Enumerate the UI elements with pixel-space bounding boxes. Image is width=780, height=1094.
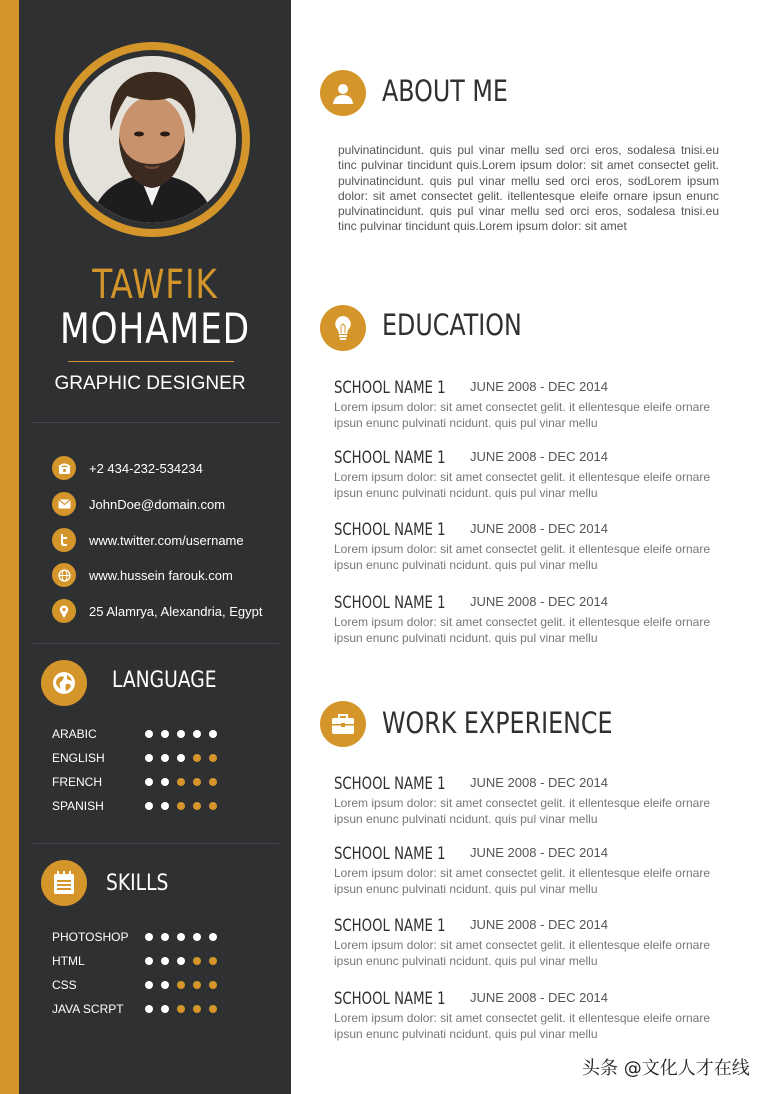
rating-dot-filled [193,730,201,738]
about-heading: ABOUT ME [382,74,508,108]
profile-photo-frame [55,42,250,237]
accent-stripe [0,0,19,1094]
entry-date: JUNE 2008 - DEC 2014 [470,845,609,860]
phone-icon [52,456,76,480]
rating-dot-filled [161,754,169,762]
rating-dot-filled [161,1005,169,1013]
rating-dot-filled [161,981,169,989]
location-pin-icon [52,599,76,623]
rating-dot-filled [161,957,169,965]
watermark: 头条 @文化人才在线 [582,1058,750,1079]
entry-date: JUNE 2008 - DEC 2014 [470,990,609,1005]
rating-dot-filled [145,957,153,965]
education-entry [334,448,719,508]
skill-label: JAVA SCRPT [52,1002,124,1016]
contact-email [52,492,225,516]
language-label: ENGLISH [52,751,105,765]
entry-description: Lorem ipsum dolor: sit amet consectet gelit. it ellentesque eleife ornare ipsun enunc pulvinati ncidunt. quis pul vinar mellu [334,400,710,430]
rating-dot-filled [177,730,185,738]
contact-twitter-text: www.twitter.com/username [89,532,244,548]
first-name: TAWFIK [92,262,218,308]
rating-dot-filled [161,933,169,941]
job-title: GRAPHIC DESIGNER [54,373,246,394]
contact-address-text: 25 Alamrya, Alexandria, Egypt [89,603,263,619]
rating-dot-empty [193,1005,201,1013]
language-row [52,775,232,791]
entry-date: JUNE 2008 - DEC 2014 [470,449,609,464]
rating-dot-empty [209,957,217,965]
entry-school-name: SCHOOL NAME 1 [334,989,446,1009]
entry-school-name: SCHOOL NAME 1 [334,448,446,468]
entry-description: Lorem ipsum dolor: sit amet consectet gelit. it ellentesque eleife ornare ipsun enunc pulvinati ncidunt. quis pul vinar mellu [334,938,710,968]
rating-dot-empty [209,1005,217,1013]
entry-school-name: SCHOOL NAME 1 [334,916,446,936]
education-lightbulb-icon [320,305,366,351]
rating-dot-empty [193,802,201,810]
rating-dot-filled [161,730,169,738]
rating-dot-empty [209,754,217,762]
work-entry [334,844,719,904]
skill-row [52,930,232,946]
skill-row [52,954,232,970]
rating-dot-filled [177,754,185,762]
rating-dot-empty [177,981,185,989]
language-row [52,751,232,767]
email-icon [52,492,76,516]
rating-dot-empty [193,754,201,762]
rating-dot-empty [193,981,201,989]
language-globe-icon [41,660,87,706]
entry-school-name: SCHOOL NAME 1 [334,593,446,613]
language-row [52,727,232,743]
entry-description: Lorem ipsum dolor: sit amet consectet gelit. it ellentesque eleife ornare ipsun enunc pulvinati ncidunt. quis pul vinar mellu [334,615,710,645]
skill-label: CSS [52,978,77,992]
rating-dot-empty [209,981,217,989]
entry-date: JUNE 2008 - DEC 2014 [470,594,609,609]
skill-row [52,978,232,994]
rating-dot-filled [177,957,185,965]
language-row [52,799,232,815]
divider [33,643,279,644]
portrait-photo [69,56,236,223]
profile-photo [69,56,236,223]
rating-dot-filled [193,933,201,941]
entry-date: JUNE 2008 - DEC 2014 [470,775,609,790]
language-label: FRENCH [52,775,102,789]
education-heading: EDUCATION [382,308,522,342]
last-name: MOHAMED [59,304,251,353]
name-divider [68,361,234,362]
rating-dot-empty [177,778,185,786]
work-briefcase-icon [320,701,366,747]
education-entry [334,378,719,438]
language-label: ARABIC [52,727,97,741]
contact-phone [52,456,203,480]
entry-description: Lorem ipsum dolor: sit amet consectet gelit. it ellentesque eleife ornare ipsun enunc pulvinati ncidunt. quis pul vinar mellu [334,866,710,896]
globe-icon [52,563,76,587]
rating-dot-empty [209,778,217,786]
contact-address [52,599,262,623]
skills-notepad-icon [41,860,87,906]
entry-school-name: SCHOOL NAME 1 [334,774,446,794]
rating-dot-filled [177,933,185,941]
rating-dot-empty [177,802,185,810]
language-heading: LANGUAGE [112,668,217,693]
divider [33,422,279,423]
work-entry [334,989,719,1049]
contact-website-text: www.hussein farouk.com [89,567,233,583]
rating-dot-filled [145,933,153,941]
contact-website [52,563,233,587]
rating-dot-filled [209,730,217,738]
about-user-icon [320,70,366,116]
education-entry [334,593,719,653]
rating-dot-filled [209,933,217,941]
entry-date: JUNE 2008 - DEC 2014 [470,379,609,394]
skill-label: HTML [52,954,85,968]
rating-dot-empty [193,957,201,965]
about-text: pulvinatincidunt. quis pul vinar mellu sed orci eros, sodalesa tnisi.eu tinc pulvinar tincidunt quis.Lorem ipsum dolor: sit amet consectet gelit. pulvinatincidunt. quis pul vinar mellu sed orci eros, sodLorem ipsum dolor: sit amet consectet gelit. itellentesque eleife ornare ipsun enunc pulvinatincidunt. quis pul vinar mellu sed orci eros, sodalesa tnisi.eu tinc pulvinar tincidunt quis.Lorem ipsum dolor: sit amet [338,143,719,234]
skill-label: PHOTOSHOP [52,930,129,944]
rating-dot-filled [161,802,169,810]
skills-heading: SKILLS [106,871,169,896]
rating-dot-filled [145,754,153,762]
entry-description: Lorem ipsum dolor: sit amet consectet gelit. it ellentesque eleife ornare ipsun enunc pulvinati ncidunt. quis pul vinar mellu [334,1011,710,1041]
rating-dot-filled [145,802,153,810]
entry-school-name: SCHOOL NAME 1 [334,378,446,398]
twitter-icon [52,528,76,552]
entry-description: Lorem ipsum dolor: sit amet consectet gelit. it ellentesque eleife ornare ipsun enunc pulvinati ncidunt. quis pul vinar mellu [334,542,710,572]
skill-row [52,1002,232,1018]
rating-dot-filled [161,778,169,786]
rating-dot-empty [209,802,217,810]
rating-dot-empty [177,1005,185,1013]
rating-dot-filled [145,1005,153,1013]
rating-dot-empty [193,778,201,786]
entry-date: JUNE 2008 - DEC 2014 [470,917,609,932]
work-entry [334,916,719,976]
contact-email-text: JohnDoe@domain.com [89,496,226,512]
contact-phone-text: +2 434-232-534234 [89,460,203,476]
contact-twitter [52,528,244,552]
entry-school-name: SCHOOL NAME 1 [334,520,446,540]
education-entry [334,520,719,580]
entry-description: Lorem ipsum dolor: sit amet consectet gelit. it ellentesque eleife ornare ipsun enunc pulvinati ncidunt. quis pul vinar mellu [334,470,710,500]
divider [33,843,279,844]
rating-dot-filled [145,981,153,989]
language-label: SPANISH [52,799,104,813]
entry-date: JUNE 2008 - DEC 2014 [470,521,609,536]
entry-description: Lorem ipsum dolor: sit amet consectet gelit. it ellentesque eleife ornare ipsun enunc pulvinati ncidunt. quis pul vinar mellu [334,796,710,826]
entry-school-name: SCHOOL NAME 1 [334,844,446,864]
rating-dot-filled [145,730,153,738]
work-heading: WORK EXPERIENCE [382,706,613,740]
rating-dot-filled [145,778,153,786]
work-entry [334,774,719,834]
